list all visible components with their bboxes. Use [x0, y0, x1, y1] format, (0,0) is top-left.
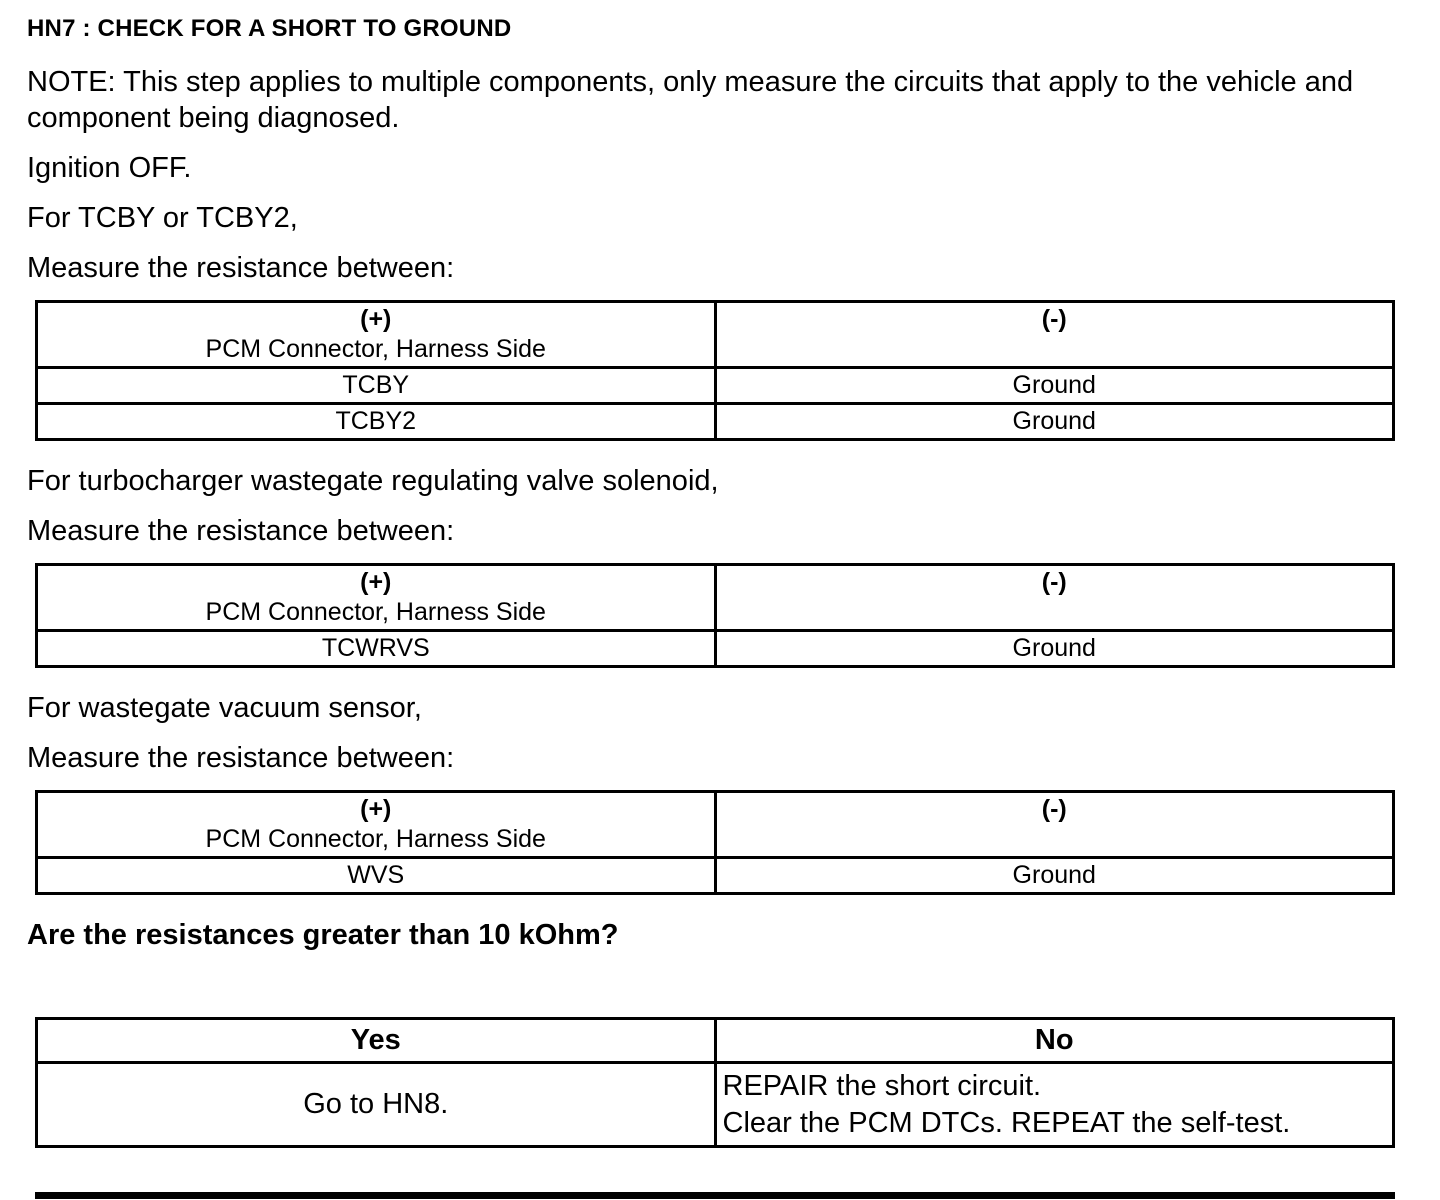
section-3-intro: For wastegate vacuum sensor, — [27, 692, 422, 724]
pin-cell: WVS — [37, 858, 716, 894]
procedure-title: HN7 : CHECK FOR A SHORT TO GROUND — [27, 15, 512, 42]
plus-sub-label: PCM Connector, Harness Side — [205, 598, 546, 626]
no-action-cell — [715, 1063, 1394, 1147]
no-action-line: REPAIR the short circuit. — [722, 1069, 1042, 1102]
decision-header-row — [37, 1019, 1394, 1063]
plus-header-cell — [37, 792, 716, 858]
plus-label: (+) — [360, 305, 392, 333]
measurement-table-2-header-row — [37, 565, 1394, 631]
section-1-measure-prompt: Measure the resistance between: — [27, 252, 455, 284]
measurement-table-1 — [35, 300, 1395, 441]
pin-cell: TCBY2 — [37, 404, 716, 440]
decision-question: Are the resistances greater than 10 kOhm? — [27, 919, 619, 951]
minus-header-cell — [715, 302, 1394, 368]
table-row — [37, 631, 1394, 667]
minus-label: (-) — [1041, 795, 1067, 823]
no-action-line: Clear the PCM DTCs. REPEAT the self-test. — [722, 1106, 1291, 1139]
section-2-measure-prompt: Measure the resistance between: — [27, 515, 455, 547]
decision-body-row — [37, 1063, 1394, 1147]
measurement-table-1-header-row — [37, 302, 1394, 368]
ground-cell: Ground — [715, 631, 1394, 667]
minus-label: (-) — [1041, 568, 1067, 596]
ground-cell: Ground — [715, 368, 1394, 404]
plus-header-cell — [37, 302, 716, 368]
ground-cell: Ground — [715, 858, 1394, 894]
pin-cell: TCWRVS — [37, 631, 716, 667]
yes-action-cell: Go to HN8. — [37, 1063, 716, 1147]
plus-sub-label: PCM Connector, Harness Side — [205, 335, 546, 363]
minus-header-cell — [715, 792, 1394, 858]
ignition-text: Ignition OFF. — [27, 152, 192, 184]
minus-header-cell — [715, 565, 1394, 631]
table-row — [37, 368, 1394, 404]
decision-table — [35, 1017, 1395, 1148]
ground-cell: Ground — [715, 404, 1394, 440]
minus-label: (-) — [1041, 305, 1067, 333]
measurement-table-3 — [35, 790, 1395, 895]
plus-label: (+) — [360, 568, 392, 596]
note-text: NOTE: This step applies to multiple components, only measure the circuits that apply to the vehicle and component being diagnosed. — [27, 66, 1354, 134]
yes-header-cell: Yes — [37, 1019, 716, 1063]
pin-cell: TCBY — [37, 368, 716, 404]
plus-sub-label: PCM Connector, Harness Side — [205, 825, 546, 853]
section-2-intro: For turbocharger wastegate regulating valve solenoid, — [27, 465, 719, 497]
no-header-cell: No — [715, 1019, 1394, 1063]
section-divider — [35, 1192, 1395, 1199]
table-row — [37, 404, 1394, 440]
section-1-intro: For TCBY or TCBY2, — [27, 202, 298, 234]
section-3-measure-prompt: Measure the resistance between: — [27, 742, 455, 774]
measurement-table-3-header-row — [37, 792, 1394, 858]
plus-header-cell — [37, 565, 716, 631]
table-row — [37, 858, 1394, 894]
measurement-table-2 — [35, 563, 1395, 668]
plus-label: (+) — [360, 795, 392, 823]
